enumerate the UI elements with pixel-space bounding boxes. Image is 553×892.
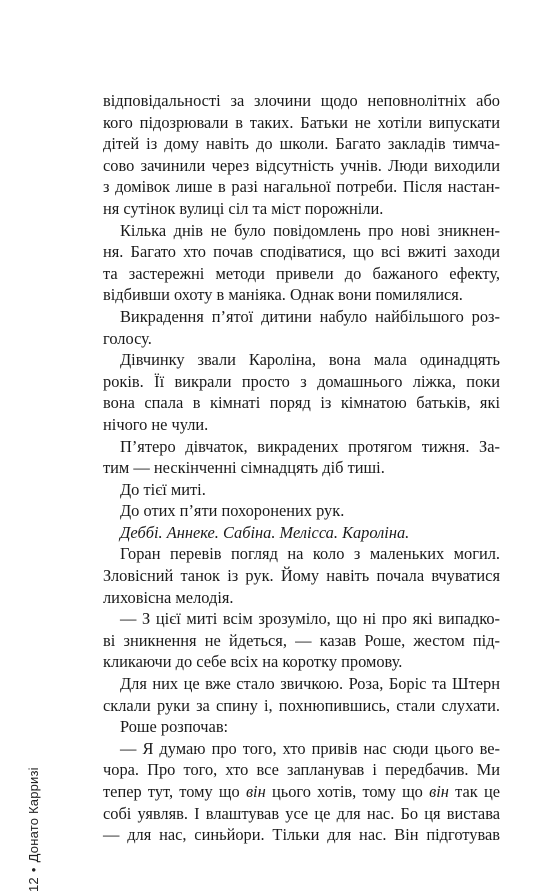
text-line: Для них це вже стало звичкою. Роза, Боріс та Штерн xyxy=(120,674,500,694)
text-line xyxy=(103,781,500,803)
text-line: Горан перевів погляд на коло з маленьких могил. xyxy=(120,544,500,564)
text-line: вона спала в кімнаті поряд із кімнатою батьків, які xyxy=(103,393,500,413)
text-line: ня сутінок вулиці сіл та міст порожніли. xyxy=(103,198,384,218)
author-name: Донато Карризі xyxy=(26,767,41,863)
running-head xyxy=(26,767,41,892)
text-line: кликаючи до себе всіх на коротку промову. xyxy=(103,652,403,672)
text-line: сово зачинили через відсутність учнів. Люди виходили xyxy=(103,155,500,175)
text-line: відбивши охоту в маніяка. Однак вони помилялися. xyxy=(103,285,463,305)
text-line: П’ятеро дівчаток, викрадених протягом тижня. За- xyxy=(120,436,500,456)
text-line: чора. Про того, хто все запланував і передбачив. Ми xyxy=(103,760,500,780)
text-segment: тепер тут, тому що xyxy=(103,782,246,801)
text-line: років. Її викрали просто з домашнього ліжка, поки xyxy=(103,371,500,391)
italic-segment: він xyxy=(429,782,449,801)
page-number: 12 xyxy=(26,877,41,892)
text-line: собі уявляв. І влаштував усе це для нас. Бо ця вистава xyxy=(103,803,500,823)
text-line: Кілька днів не було повідомлень про нові зникнен- xyxy=(120,220,500,240)
text-line: До тієї миті. xyxy=(120,479,206,499)
text-line: голосу. xyxy=(103,328,152,348)
text-line: склали руки за спину і, похнюпившись, стали слухати. xyxy=(103,695,500,715)
text-line: Роше розпочав: xyxy=(120,717,229,737)
separator-bullet: • xyxy=(26,867,41,873)
text-line: — для нас, синьйори. Тільки для нас. Він підготував xyxy=(103,825,500,845)
text-line: нічого не чули. xyxy=(103,414,209,434)
text-line: Деббі. Аннеке. Сабіна. Мелісса. Кароліна. xyxy=(120,522,410,542)
text-line: Дівчинку звали Кароліна, вона мала одинадцять xyxy=(120,350,500,370)
text-segment: так це xyxy=(448,782,501,801)
text-line: До отих п’яти похоронених рук. xyxy=(120,501,345,521)
text-line: Викрадення п’ятої дитини набуло найбільшого роз- xyxy=(120,306,500,326)
text-line: — Я думаю про того, хто привів нас сюди цього ве- xyxy=(120,738,500,758)
body-text xyxy=(103,90,500,846)
text-line: з домівок лише в разі нагальної потреби. Після настан- xyxy=(103,177,500,197)
text-line: Зловісний танок із рук. Йому навіть почала вчуватися xyxy=(103,566,500,586)
text-line: — З цієї миті всім зрозуміло, що ні про які випадко- xyxy=(120,609,500,629)
text-segment: цього хотів, тому що xyxy=(265,782,430,801)
text-line: дітей із дому навіть до школи. Багато закладів тимча- xyxy=(103,134,500,154)
text-line: ві зникнення не йдеться, — казав Роше, жестом під- xyxy=(103,630,500,650)
text-line: відповідальності за злочини щодо неповнолітніх або xyxy=(103,91,500,110)
text-line: та застережні методи привели до бажаного ефекту, xyxy=(103,263,500,283)
text-line: кого підозрювали в таких. Батьки не хотіли випускати xyxy=(103,112,500,132)
text-line: лиховісна мелодія. xyxy=(103,587,234,607)
italic-segment: він xyxy=(245,782,266,801)
text-line: тим — нескінченні сімнадцять діб тиші. xyxy=(103,458,385,478)
text-line: ня. Багато хто почав сподіватися, що всі вжиті заходи xyxy=(103,242,500,262)
